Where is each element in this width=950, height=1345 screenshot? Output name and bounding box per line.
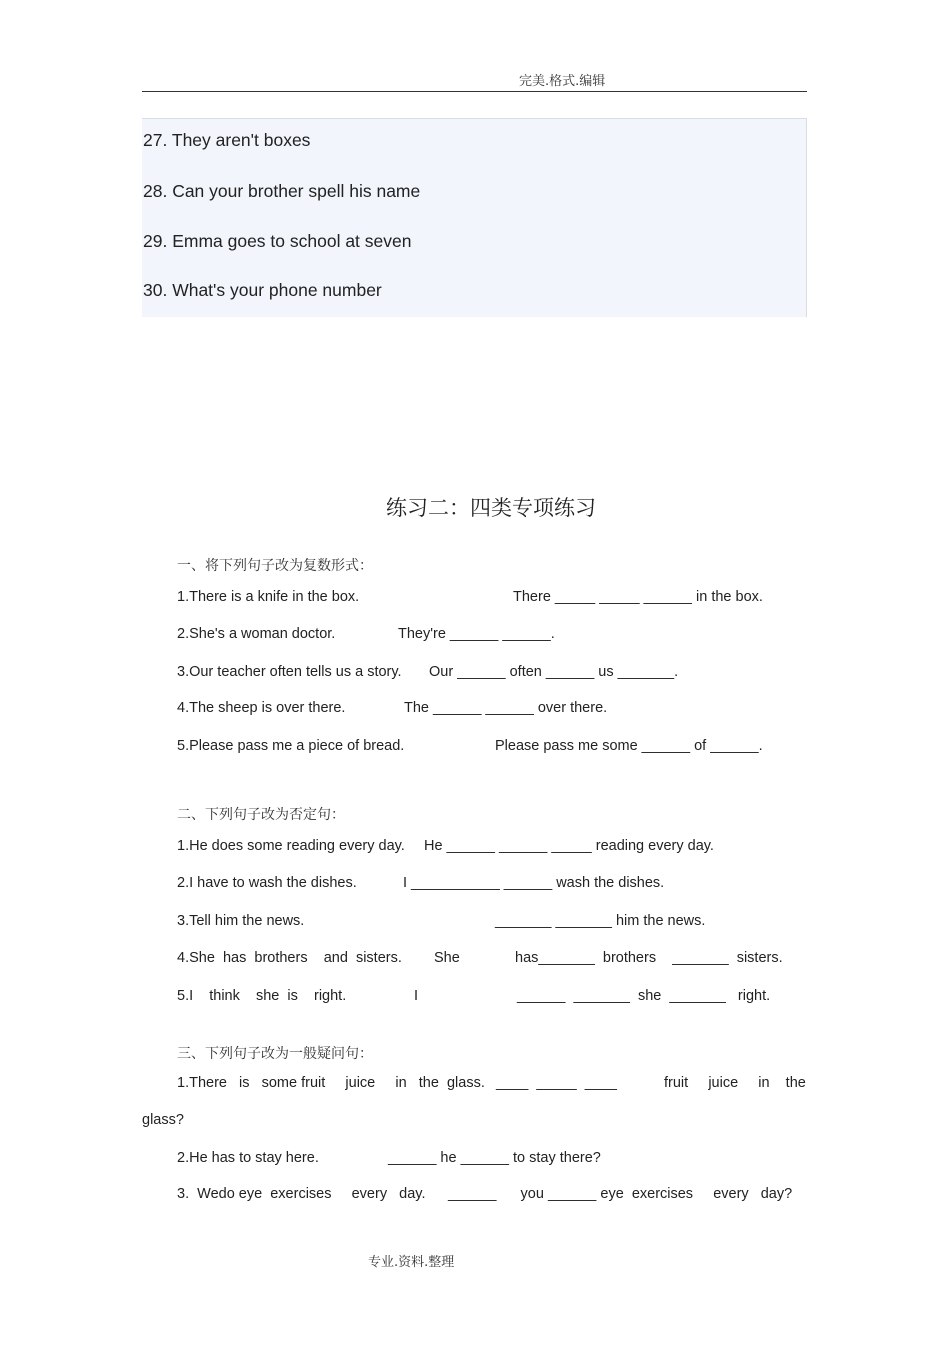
s3-q1-sentence: 1.There is some fruit juice in the glass.: [177, 1075, 485, 1091]
s2-q3-sentence: 3.Tell him the news.: [177, 913, 305, 929]
s1-q5-sentence: 5.Please pass me a piece of bread.: [177, 738, 405, 754]
s3-q3-blank: ______ you ______ eye exercises every day?: [448, 1186, 793, 1202]
answer-27: 27. They aren't boxes: [143, 130, 311, 150]
s3-q2-sentence: 2.He has to stay here.: [177, 1150, 319, 1166]
s1-q2-blank: They're ______ ______.: [398, 626, 555, 642]
s1-q1-sentence: 1.There is a knife in the box.: [177, 589, 360, 605]
s2-q3-blank: _______ _______ him the news.: [495, 913, 706, 929]
answer-30: 30. What's your phone number: [143, 280, 382, 300]
section-2-heading: 二、下列句子改为否定句：: [177, 807, 345, 823]
s1-q4-blank: The ______ ______ over there.: [404, 700, 608, 716]
s2-q2-sentence: 2.I have to wash the dishes.: [177, 875, 357, 891]
page-header: 完美.格式.编辑: [519, 74, 606, 89]
s2-q2-blank: I ___________ ______ wash the dishes.: [403, 875, 665, 891]
s3-q3-sentence: 3. Wedo eye exercises every day.: [177, 1186, 426, 1202]
s1-q2-sentence: 2.She's a woman doctor.: [177, 626, 336, 642]
s2-q4-subject: She: [434, 950, 460, 966]
s3-q2-blank: ______ he ______ to stay there?: [388, 1150, 601, 1166]
s2-q1-blank: He ______ ______ _____ reading every day.: [424, 838, 714, 854]
answer-28: 28. Can your brother spell his name: [143, 181, 421, 201]
exercise-title: 练习二：四类专项练习: [386, 496, 596, 520]
s1-q5-blank: Please pass me some ______ of ______.: [495, 738, 763, 754]
header-rule: [142, 91, 807, 92]
s1-q4-sentence: 4.The sheep is over there.: [177, 700, 346, 716]
s2-q1-sentence: 1.He does some reading every day.: [177, 838, 405, 854]
page-footer: 专业.资料.整理: [368, 1255, 455, 1270]
section-1-heading: 一、将下列句子改为复数形式：: [177, 558, 373, 574]
s1-q3-blank: Our ______ often ______ us _______.: [429, 664, 679, 680]
section-3-heading: 三、下列句子改为一般疑问句：: [177, 1046, 373, 1062]
answer-box: [142, 118, 807, 317]
s2-q5-blank: ______ _______ she _______ right.: [517, 988, 771, 1004]
answer-29: 29. Emma goes to school at seven: [143, 231, 412, 251]
s2-q5-subject: I: [414, 988, 419, 1004]
s2-q4-blank: has_______ brothers _______ sisters.: [515, 950, 783, 966]
s2-q4-sentence: 4.She has brothers and sisters.: [177, 950, 402, 966]
s3-q1-wrap: glass?: [142, 1112, 184, 1128]
s2-q5-sentence: 5.I think she is right.: [177, 988, 347, 1004]
s3-q1-rest: fruit juice in the: [664, 1075, 806, 1091]
s1-q1-blank: There _____ _____ ______ in the box.: [513, 589, 763, 605]
s3-q1-blank: ____ _____ ____: [496, 1075, 617, 1091]
s1-q3-sentence: 3.Our teacher often tells us a story.: [177, 664, 402, 680]
